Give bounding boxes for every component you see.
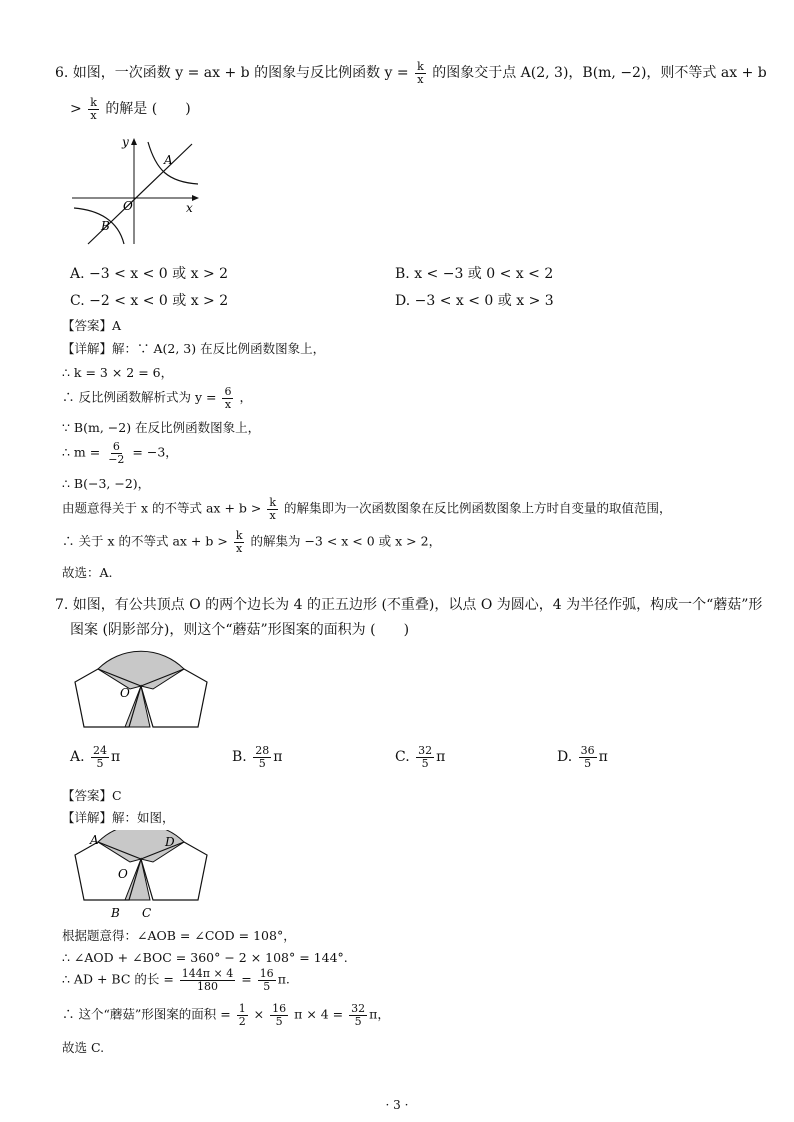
q6-sol-line8: ∴ 关于 x 的不等式 ax + b > $\frac{k}{x}$ 的解集为 −3 < x < 0 或 x > 2， — [62, 529, 442, 555]
q6-option-b[interactable]: B. x < −3 或 0 < x < 2 — [395, 266, 554, 282]
q6-fig-x-label: x — [186, 201, 193, 215]
q6-sol-line6: ∴ B(−3, −2)， — [62, 476, 151, 491]
q6-graph-figure — [68, 132, 208, 250]
q6-sol-line1: 【详解】解：∵ A(2, 3) 在反比例函数图象上， — [62, 341, 326, 356]
q6-line1-end: 的图象交于点 A(2, 3)，B(m, −2)，则不等式 ax + b — [432, 65, 767, 82]
q7-sol-line5: ∴ 这个“蘑菇”形图案的面积 = $\frac{1}{2}$ × $\frac{16}{5}$ π × 4 = $\frac{32}{5}$ π， — [62, 1002, 390, 1028]
q6-sol-line4: ∵ B(m, −2) 在反比例函数图象上， — [62, 420, 261, 435]
q7-solution-figure — [70, 830, 230, 922]
q6-line1 — [55, 61, 767, 85]
q6-sol-line3: ∴ 反比例函数解析式为 y = $\frac{6}{x}$ ， — [62, 385, 252, 411]
q6-option-d[interactable]: D. −3 < x < 0 或 x > 3 — [395, 293, 554, 309]
q7-sol-fig-b-label: B — [111, 906, 120, 920]
q7-sol-fig-o-label: O — [118, 867, 128, 881]
q6-sol-line2: ∴ k = 3 × 2 = 6， — [62, 365, 174, 380]
q7-option-d[interactable]: D. $\frac{36}{5}$ π — [557, 744, 608, 770]
q7-line2: 图案 (阴影部分)，则这个“蘑菇”形图案的面积为 ( ) — [70, 622, 410, 638]
q6-fig-a-label: A — [164, 153, 173, 167]
q7-sol-fig-c-label: C — [142, 906, 152, 920]
q7-answer: 【答案】C — [62, 788, 122, 803]
q7-sol-line2: 根据题意得：∠AOB = ∠COD = 108°， — [62, 928, 296, 943]
q7-line1: 7. 如图，有公共顶点 O 的两个边长为 4 的正五边形 (不重叠)，以点 O 为圆心，4 为半径作弧，构成一个“蘑菇”形 — [55, 597, 763, 613]
page-number: · 3 · — [385, 1098, 409, 1112]
q6-option-a[interactable]: A. −3 < x < 0 或 x > 2 — [70, 266, 229, 282]
q6-frac-k-over-x: $\frac{k}{x}$ — [417, 60, 424, 86]
q6-fig-o-label: O — [123, 199, 133, 213]
q6-fig-y-label: y — [122, 135, 129, 149]
q7-sol-line1: 【详解】解：如图， — [62, 810, 175, 825]
q7-sol-fig-d-label: D — [165, 835, 175, 849]
q7-sol-line3: ∴ ∠AOD + ∠BOC = 360° − 2 × 108° = 144°. — [62, 950, 348, 965]
q7-sol-fig-a-label: A — [90, 833, 99, 847]
q7-sol-line6: 故选 C. — [62, 1040, 105, 1055]
q6-sol-line5: ∴ m = $\frac{6}{-2}$ = −3， — [62, 440, 178, 466]
q7-option-b[interactable]: B. $\frac{28}{5}$ π — [232, 744, 283, 770]
q6-answer: 【答案】A — [62, 318, 122, 333]
q7-sol-line4: ∴ AD + BC 的长 = $\frac{144\pi \times 4}{180}$ = $\frac{16}{5}$ π. — [62, 967, 290, 993]
q6-option-c[interactable]: C. −2 < x < 0 或 x > 2 — [70, 293, 229, 309]
q7-option-a[interactable]: A. $\frac{24}{5}$ π — [70, 744, 121, 770]
q7-mushroom-figure — [70, 648, 230, 730]
q6-sol-line9: 故选：A. — [62, 565, 113, 580]
q6-sol-line7: 由题意得关于 x 的不等式 ax + b > $\frac{k}{x}$ 的解集即为一次函数图象在反比例函数图象上方时自变量的取值范围， — [62, 496, 672, 522]
q6-fig-b-label: B — [101, 219, 110, 233]
q7-option-c[interactable]: C. $\frac{32}{5}$ π — [395, 744, 446, 770]
q6-line1-text: 6. 如图，一次函数 y = ax + b 的图象与反比例函数 y = — [55, 65, 409, 82]
q7-fig-o-label: O — [120, 686, 130, 700]
q6-line2: > $\frac{k}{x}$ 的解是 ( ) — [70, 96, 191, 122]
